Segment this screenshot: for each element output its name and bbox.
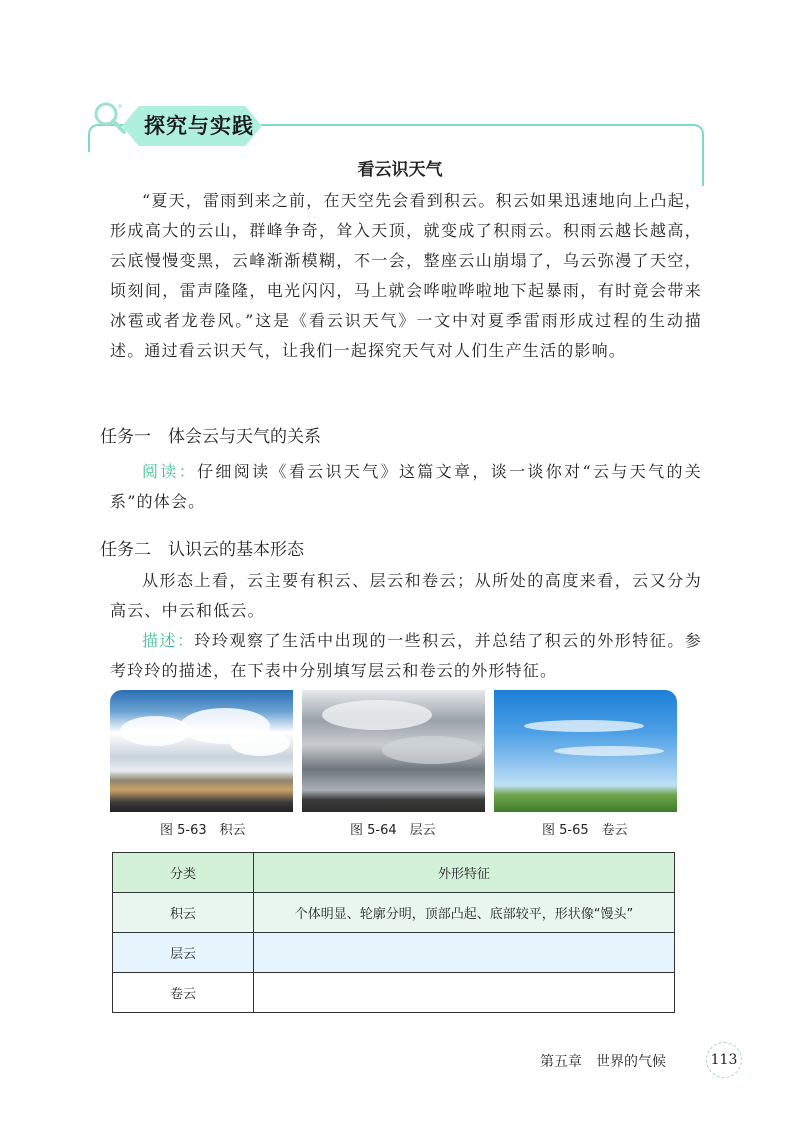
table-cell-blank[interactable]	[254, 933, 675, 973]
task1-paragraph	[110, 457, 702, 517]
task2-description	[110, 626, 702, 686]
figure-caption: 图 5-63 积云	[160, 823, 246, 838]
table-cell: 卷云	[113, 973, 254, 1013]
table-row	[113, 933, 675, 973]
figure-caption: 图 5-65 卷云	[542, 823, 628, 838]
page-subtitle: 看云识天气	[357, 160, 443, 180]
table-row	[113, 893, 675, 933]
task2-label: 描述：	[142, 631, 195, 650]
magnifier-icon	[92, 100, 128, 136]
table-row	[113, 973, 675, 1013]
task2-title: 任务二 认识云的基本形态	[100, 540, 304, 560]
task1-text: 仔细阅读《看云识天气》这篇文章，谈一谈你对“云与天气的关系”的体会。	[110, 462, 702, 511]
cumulus-photo	[110, 690, 293, 812]
task2-paragraph: 从形态上看，云主要有积云、层云和卷云；从所处的高度来看，云又分为高云、中云和低云。	[110, 571, 702, 620]
task1-title: 任务一 体会云与天气的关系	[100, 427, 321, 447]
stratus-photo	[302, 690, 485, 812]
cloud-feature-table	[112, 852, 675, 1013]
chapter-footer: 第五章 世界的气候	[540, 1054, 666, 1070]
intro-paragraph: “夏天，雷雨到来之前，在天空先会看到积云。积云如果迅速地向上凸起，形成高大的云山，群峰争奇，耸入天顶，就变成了积雨云。积雨云越长越高，云底慢慢变黑，云峰渐渐模糊，不一会，整座云山崩塌了，乌云弥漫了天空，顷刻间，雷声隆隆，电光闪闪，马上就会哗啦哗啦地下起暴雨，有时竟会带来冰雹或者龙卷风。”这是《看云识天气》一文中对夏季雷雨形成过程的生动描述。通过看云识天气，让我们一起探究天气对人们生产生活的影响。	[110, 191, 702, 360]
table-cell-blank[interactable]	[254, 973, 675, 1013]
task1-label: 阅读：	[142, 462, 198, 481]
table-header-cell: 外形特征	[254, 853, 675, 893]
section-title: 探究与实践	[144, 114, 254, 138]
task2-text: 玲玲观察了生活中出现的一些积云，并总结了积云的外形特征。参考玲玲的描述，在下表中分别填写层云和卷云的外形特征。	[110, 631, 702, 680]
table-cell: 积云	[113, 893, 254, 933]
figure-caption: 图 5-64 层云	[350, 823, 436, 838]
table-header-row	[113, 853, 675, 893]
table-cell: 层云	[113, 933, 254, 973]
table-header-cell: 分类	[113, 853, 254, 893]
table-cell: 个体明显、轮廓分明，顶部凸起、底部较平，形状像“馒头”	[254, 893, 675, 933]
page-number: 113	[706, 1042, 742, 1078]
cirrus-photo	[494, 690, 677, 812]
